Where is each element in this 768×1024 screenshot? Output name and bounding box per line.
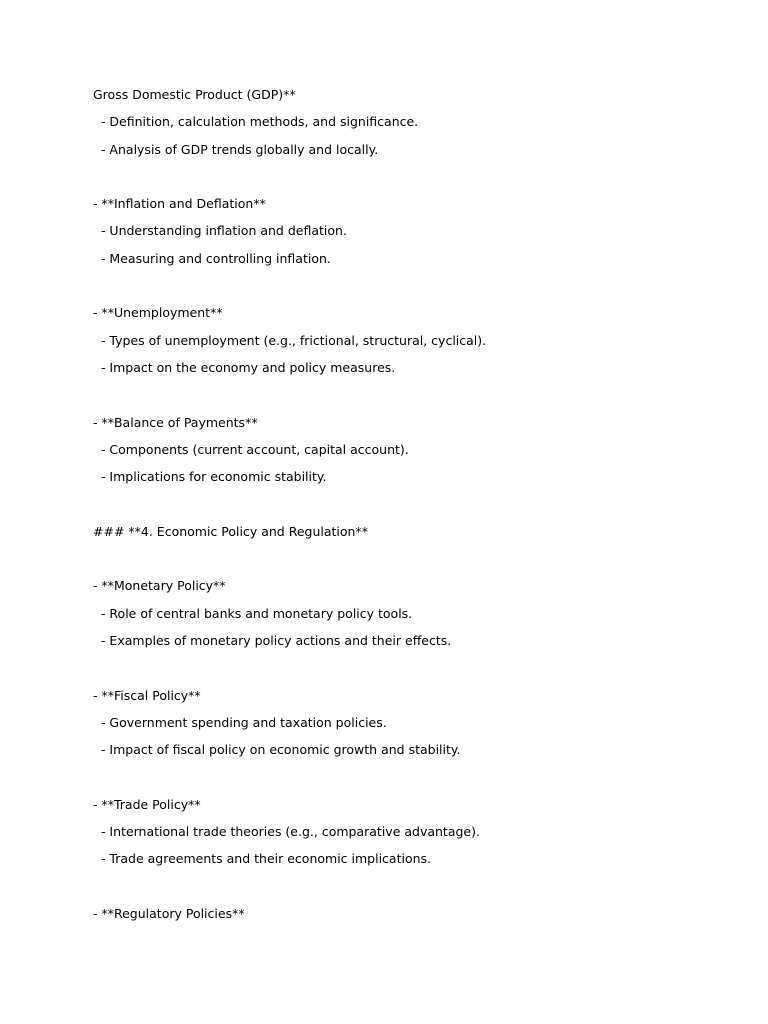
text-line-fiscal-policy-heading: - **Fiscal Policy**	[93, 687, 201, 703]
blank-line	[93, 768, 733, 795]
text-line-trade-policy-heading: - **Trade Policy**	[93, 796, 201, 812]
text-line: - Types of unemployment (e.g., frictional, structural, cyclical).	[93, 332, 487, 348]
text-line: - International trade theories (e.g., comparative advantage).	[93, 824, 480, 840]
blank-line	[93, 495, 733, 522]
text-line: - Role of central banks and monetary policy tools.	[93, 605, 413, 621]
blank-line	[93, 659, 733, 686]
text-line: - Understanding inflation and deflation.	[93, 223, 347, 239]
document-body	[93, 86, 733, 932]
text-line-inflation-heading: - **Inflation and Deflation**	[93, 196, 266, 212]
text-line: - Trade agreements and their economic implications.	[93, 851, 432, 867]
text-line: - Analysis of GDP trends globally and locally.	[93, 141, 379, 157]
text-line: - Measuring and controlling inflation.	[93, 250, 331, 266]
blank-line	[93, 550, 733, 577]
text-line: - Impact of fiscal policy on economic growth and stability.	[93, 742, 461, 758]
text-line-regulatory-policies-heading: - **Regulatory Policies**	[93, 905, 245, 921]
section-heading-economic-policy: ### **4. Economic Policy and Regulation**	[93, 523, 368, 539]
text-line: - Examples of monetary policy actions and their effects.	[93, 632, 452, 648]
text-line-balance-of-payments-heading: - **Balance of Payments**	[93, 414, 258, 430]
text-line-monetary-policy-heading: - **Monetary Policy**	[93, 578, 226, 594]
blank-line	[93, 277, 733, 304]
text-line: - Components (current account, capital account).	[93, 441, 409, 457]
text-line: - Government spending and taxation policies.	[93, 714, 387, 730]
text-line-unemployment-heading: - **Unemployment**	[93, 305, 223, 321]
blank-line	[93, 168, 733, 195]
text-line: - Definition, calculation methods, and significance.	[93, 114, 419, 130]
text-line-gdp-heading: Gross Domestic Product (GDP)**	[93, 87, 296, 102]
text-line: - Impact on the economy and policy measures.	[93, 359, 396, 375]
text-line: - Implications for economic stability.	[93, 469, 327, 485]
blank-line	[93, 386, 733, 413]
blank-line	[93, 878, 733, 905]
